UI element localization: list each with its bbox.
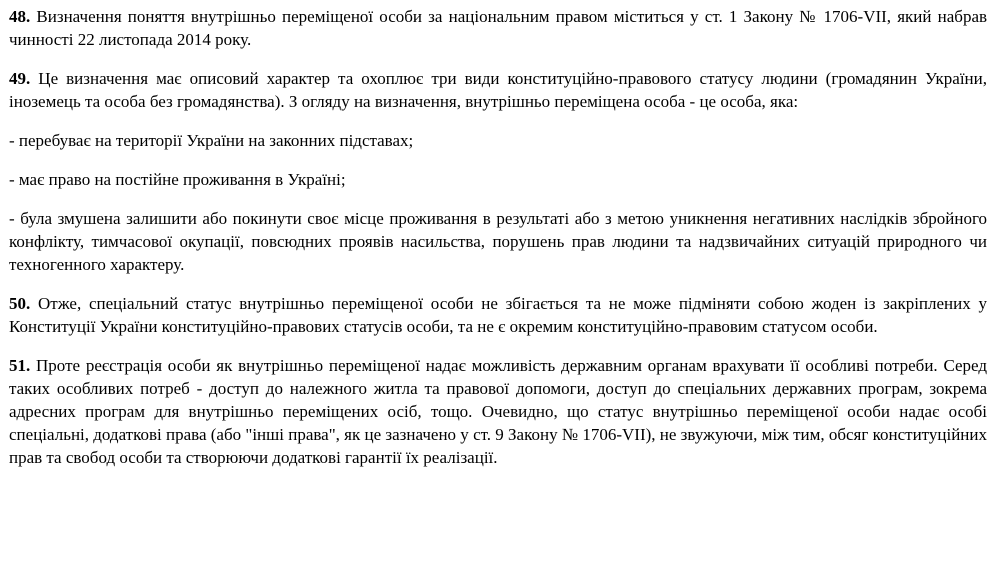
bullet-item-legal-grounds xyxy=(9,129,987,152)
paragraph-48 xyxy=(9,5,987,51)
paragraph-text: - перебуває на території України на законних підставах; xyxy=(9,131,414,150)
paragraph-number: 48. xyxy=(9,7,31,26)
paragraph-text: Проте реєстрація особи як внутрішньо переміщеної надає можливість державним органам врахувати її особливі потреби. Серед таких особливих потреб - доступ до належного житла та правової допомоги, доступ до спеціальних державних програм, зокрема адресних програм для внутрішньо переміщених осіб, тощо. Очевидно, що статус внутрішньо переміщеної особи надає особі спеціальні, додаткові права (або "інші права", як це зазначено у ст. 9 Закону № 1706-VII), не звужуючи, між тим, обсяг конституційних прав та свобод особи та створюючи додаткові гарантії їх реалізації. xyxy=(9,356,988,467)
paragraph-49 xyxy=(9,67,987,113)
bullet-item-permanent-residence xyxy=(9,168,987,191)
paragraph-text: Це визначення має описовий характер та охоплює три види конституційно-правового статусу людини (громадянин України, іноземець та особа без громадянства). З огляду на визначення, внутрішньо переміщена особа - це особа, яка: xyxy=(9,69,987,111)
paragraph-number: 49. xyxy=(9,69,31,88)
paragraph-50 xyxy=(9,292,987,338)
paragraph-text: Отже, спеціальний статус внутрішньо переміщеної особи не збігається та не може підміняти собою жоден із закріплених у Конституції України конституційно-правових статусів особи, та не є окремим конституційно-правовим статусом особи. xyxy=(9,294,987,336)
paragraph-text: - була змушена залишити або покинути своє місце проживання в результаті або з метою уникнення негативних наслідків збройного конфлікту, тимчасової окупації, повсюдних проявів насильства, порушень прав людини та надзвичайних ситуацій природного чи техногенного характеру. xyxy=(9,209,987,274)
bullet-item-forced-displacement xyxy=(9,207,987,276)
paragraph-text: - має право на постійне проживання в Україні; xyxy=(9,170,346,189)
paragraph-number: 50. xyxy=(9,294,31,313)
paragraph-text: Визначення поняття внутрішньо переміщеної особи за національним правом міститься у ст. 1 Закону № 1706-VII, який набрав чинності 22 листопада 2014 року. xyxy=(9,7,988,49)
paragraph-number: 51. xyxy=(9,356,31,375)
paragraph-51 xyxy=(9,354,987,469)
